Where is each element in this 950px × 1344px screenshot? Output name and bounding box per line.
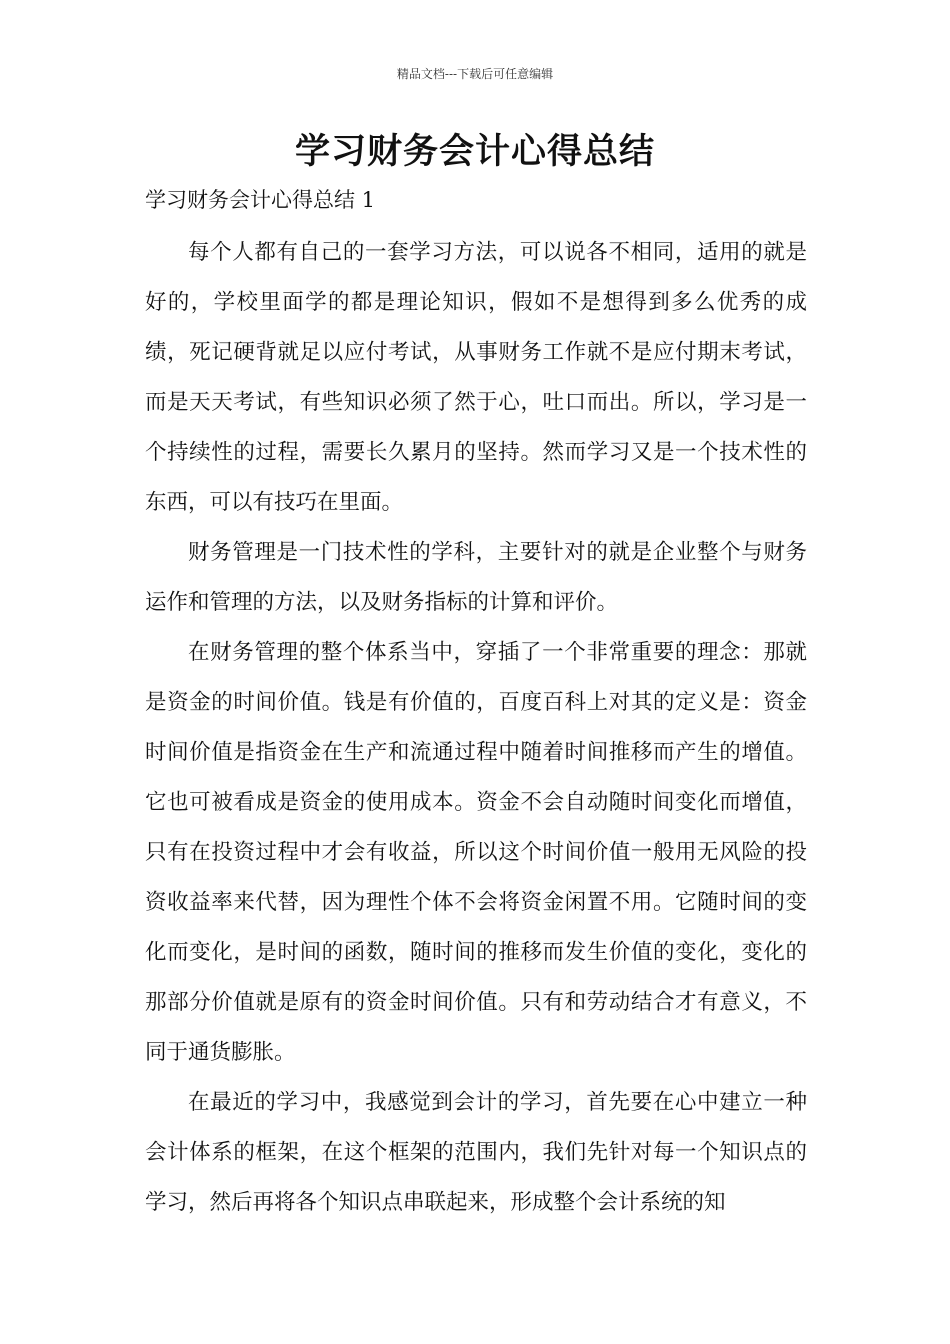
header-note: 精品文档---下载后可任意编辑 xyxy=(396,67,554,81)
paragraph-1: 每个人都有自己的一套学习方法，可以说各不相同，适用的就是好的，学校里面学的都是理论知识，假如不是想得到多么优秀的成绩，死记硬背就足以应付考试，从事财务工作就不是应付期末考试，而是天天考试，有些知识必须了然于心，吐口而出。所以，学习是一个持续性的过程，需要长久累月的坚持。然而学习又是一个技术性的东西，可以有技巧在里面。 xyxy=(145,240,807,515)
body-text xyxy=(145,228,807,1228)
paragraph-2: 财务管理是一门技术性的学科，主要针对的就是企业整个与财务运作和管理的方法，以及财务指标的计算和评价。 xyxy=(145,540,807,615)
paragraph-3: 在财务管理的整个体系当中，穿插了一个非常重要的理念：那就是资金的时间价值。钱是有价值的，百度百科上对其的定义是：资金时间价值是指资金在生产和流通过程中随着时间推移而产生的增值。它也可被看成是资金的使用成本。资金不会自动随时间变化而增值，只有在投资过程中才会有收益，所以这个时间价值一般用无风险的投资收益率来代替，因为理性个体不会将资金闲置不用。它随时间的变化而变化，是时间的函数，随时间的推移而发生价值的变化，变化的那部分价值就是原有的资金时间价值。只有和劳动结合才有意义，不同于通货膨胀。 xyxy=(145,640,807,1065)
paragraph-4: 在最近的学习中，我感觉到会计的学习，首先要在心中建立一种会计体系的框架，在这个框架的范围内，我们先针对每一个知识点的学习，然后再将各个知识点串联起来，形成整个会计系统的知 xyxy=(145,1090,807,1215)
document-title: 学习财务会计心得总结 xyxy=(294,132,655,172)
section-subtitle: 学习财务会计心得总结 1 xyxy=(145,188,376,212)
